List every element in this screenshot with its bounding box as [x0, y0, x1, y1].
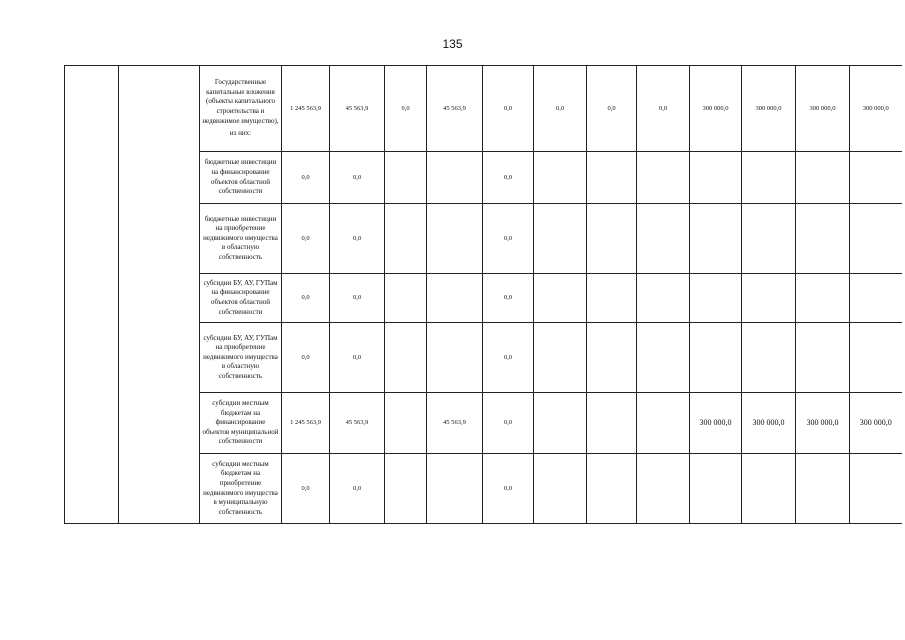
value-cell: [534, 393, 587, 454]
value-cell: [742, 274, 796, 323]
value-cell: 0,0: [330, 274, 385, 323]
value-cell: 300 000,0: [796, 393, 850, 454]
value-cell: [534, 454, 587, 524]
row-note: из них:: [229, 129, 252, 138]
row-description: бюджетные инвестиции на финансирование объектов областной собственности: [204, 158, 277, 196]
value-cell: 0,0: [483, 393, 534, 454]
row-description-cell: [200, 204, 282, 274]
value-cell: [796, 323, 850, 393]
table-row: [65, 66, 902, 152]
value-cell: [637, 274, 690, 323]
value-cell: [427, 454, 483, 524]
value-cell: [587, 204, 637, 274]
value-cell: [690, 454, 742, 524]
value-cell: [534, 323, 587, 393]
row-description-cell: [200, 454, 282, 524]
value-cell: [637, 454, 690, 524]
row-description-cell: [200, 152, 282, 204]
value-cell: [427, 323, 483, 393]
blank-column-1: [65, 66, 119, 524]
value-cell: 0,0: [282, 152, 330, 204]
value-cell: [796, 274, 850, 323]
value-cell: 0,0: [330, 454, 385, 524]
value-cell: [427, 204, 483, 274]
blank-column-2: [119, 66, 200, 524]
value-cell: [796, 454, 850, 524]
value-cell: [534, 152, 587, 204]
value-cell: 300 000,0: [742, 393, 796, 454]
value-cell: [385, 393, 427, 454]
value-cell: 0,0: [483, 454, 534, 524]
value-cell: 45 563,9: [330, 66, 385, 152]
value-cell: [690, 152, 742, 204]
value-cell: 0,0: [483, 274, 534, 323]
row-description: субсидии БУ, АУ, ГУПам на финансирование объектов областной собственности: [203, 278, 278, 316]
value-cell: 0,0: [483, 66, 534, 152]
row-description-cell: [200, 66, 282, 152]
value-cell: [850, 454, 902, 524]
value-cell: 300 000,0: [850, 66, 902, 152]
value-cell: [742, 152, 796, 204]
value-cell: [534, 204, 587, 274]
value-cell: [637, 393, 690, 454]
value-cell: [587, 152, 637, 204]
value-cell: 1 245 563,9: [282, 393, 330, 454]
row-description: субсидии местным бюджетам на приобретение недвижимого имущества в муниципальную собственность: [203, 459, 278, 516]
value-cell: [637, 323, 690, 393]
value-cell: 45 563,9: [330, 393, 385, 454]
value-cell: [385, 274, 427, 323]
value-cell: 0,0: [483, 152, 534, 204]
value-cell: [385, 454, 427, 524]
value-cell: 0,0: [282, 323, 330, 393]
value-cell: [534, 274, 587, 323]
value-cell: 300 000,0: [690, 393, 742, 454]
value-cell: [850, 323, 902, 393]
value-cell: [742, 204, 796, 274]
value-cell: [427, 152, 483, 204]
value-cell: [637, 204, 690, 274]
value-cell: 0,0: [282, 204, 330, 274]
value-cell: 0,0: [483, 323, 534, 393]
value-cell: 0,0: [282, 274, 330, 323]
row-description: субсидии БУ, АУ, ГУПам на приобретение недвижимого имущества в областную собственность: [203, 333, 278, 380]
row-description: субсидии местным бюджетам на финансирование объектов муниципальной собственности: [202, 399, 279, 446]
value-cell: 0,0: [637, 66, 690, 152]
value-cell: [587, 274, 637, 323]
row-description: бюджетные инвестиции на приобретение недвижимого имущества в областную собственность: [203, 214, 278, 261]
value-cell: 300 000,0: [850, 393, 902, 454]
value-cell: [587, 323, 637, 393]
value-cell: [796, 152, 850, 204]
value-cell: [587, 454, 637, 524]
value-cell: 300 000,0: [742, 66, 796, 152]
value-cell: 45 563,9: [427, 393, 483, 454]
value-cell: 0,0: [534, 66, 587, 152]
value-cell: [850, 204, 902, 274]
value-cell: 0,0: [483, 204, 534, 274]
value-cell: [690, 323, 742, 393]
page-number: 135: [442, 37, 463, 51]
value-cell: [850, 152, 902, 204]
value-cell: 0,0: [330, 323, 385, 393]
value-cell: [850, 274, 902, 323]
row-description-cell: [200, 323, 282, 393]
value-cell: 0,0: [330, 152, 385, 204]
value-cell: [385, 152, 427, 204]
value-cell: 300 000,0: [690, 66, 742, 152]
row-description-cell: [200, 274, 282, 323]
row-description-cell: [200, 393, 282, 454]
value-cell: 45 563,9: [427, 66, 483, 152]
value-cell: 0,0: [385, 66, 427, 152]
value-cell: [427, 274, 483, 323]
value-cell: [690, 204, 742, 274]
value-cell: [385, 323, 427, 393]
value-cell: [796, 204, 850, 274]
value-cell: [587, 393, 637, 454]
value-cell: 0,0: [282, 454, 330, 524]
value-cell: 0,0: [330, 204, 385, 274]
value-cell: 300 000,0: [796, 66, 850, 152]
value-cell: 1 245 563,9: [282, 66, 330, 152]
value-cell: [690, 274, 742, 323]
value-cell: 0,0: [587, 66, 637, 152]
budget-table: [64, 65, 902, 524]
value-cell: [742, 323, 796, 393]
value-cell: [385, 204, 427, 274]
row-description: Государственные капитальные вложения (объекты капитального строительства и недвижимое имущество),: [202, 78, 279, 125]
value-cell: [637, 152, 690, 204]
value-cell: [742, 454, 796, 524]
